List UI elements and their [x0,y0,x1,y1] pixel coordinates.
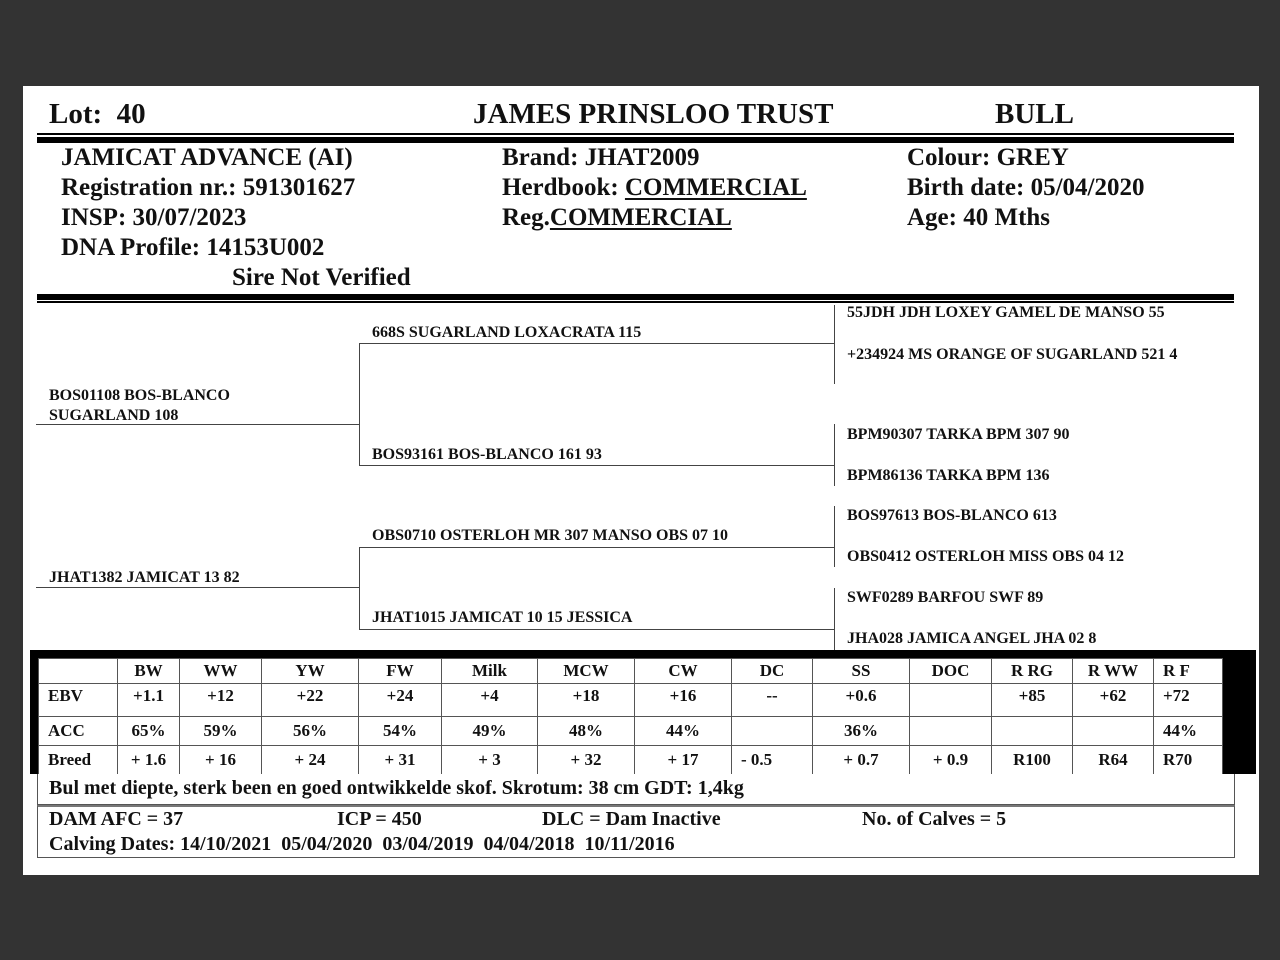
pedigree-sire-sire: 668S SUGARLAND LOXACRATA 115 [372,324,642,341]
ebv-table [38,658,1223,775]
herdbook [502,174,807,202]
column-header: R F [1154,659,1223,684]
table-cell: +85 [992,684,1073,717]
registration-number: Registration nr.: 591301627 [61,174,356,201]
ggp-bracket-1 [834,305,835,384]
table-cell: 36% [813,717,910,746]
pedigree-ggp: OBS0412 OSTERLOH MISS OBS 04 12 [847,548,1124,565]
table-cell: 44% [1154,717,1223,746]
table-cell: +16 [635,684,732,717]
registration-type [502,204,732,232]
table-cell: + 31 [359,746,442,775]
column-header: DOC [910,659,992,684]
lot-label-text: Lot: [49,98,103,130]
pedigree-ggp: BPM90307 TARKA BPM 307 90 [847,426,1070,443]
sire-bracket [359,343,360,466]
ggp-bracket-2 [834,424,835,486]
dam-info-box [37,805,1235,858]
column-header: WW [180,659,262,684]
header-rule-thin [37,133,1234,135]
column-header: MCW [538,659,635,684]
table-cell: + 0.7 [813,746,910,775]
table-cell: +1.1 [118,684,180,717]
ebv-header-row [39,659,1223,684]
table-cell: 65% [118,717,180,746]
herdbook-label: Herdbook: [502,174,625,201]
number-of-calves: No. of Calves = 5 [862,808,1007,830]
table-cell: 44% [635,717,732,746]
table-cell [1073,717,1154,746]
table-cell: R100 [992,746,1073,775]
table-row [39,746,1223,775]
info-rule-thin [37,301,1234,303]
table-cell: +72 [1154,684,1223,717]
column-header: BW [118,659,180,684]
pedigree-ggp: BPM86136 TARKA BPM 136 [847,467,1050,484]
remarks-text: Bul met diepte, sterk been en goed ontwikkelde skof. Skrotum: 38 cm GDT: 1,4kg [49,777,744,799]
lot-card [23,86,1259,875]
table-cell: + 16 [180,746,262,775]
row-label: ACC [39,717,118,746]
column-header: SS [813,659,910,684]
calving-dates: Calving Dates: 14/10/2021 05/04/2020 03/04/2019 04/04/2018 10/11/2016 [49,833,675,855]
table-cell: -- [732,684,813,717]
lot-label [49,98,146,131]
pedigree-dam-dam: JHAT1015 JAMICAT 10 15 JESSICA [372,609,633,626]
column-header: FW [359,659,442,684]
table-cell: + 17 [635,746,732,775]
table-cell: 48% [538,717,635,746]
table-cell: 54% [359,717,442,746]
info-rule-thick [37,294,1234,300]
table-cell [992,717,1073,746]
pedigree-ggp: 55JDH JDH LOXEY GAMEL DE MANSO 55 [847,304,1165,321]
table-cell: +4 [442,684,538,717]
header-rule-thick [37,137,1234,143]
table-row [39,717,1223,746]
table-cell: 56% [262,717,359,746]
animal-sex: BULL [995,98,1074,130]
dam-sire-line [359,547,835,548]
pedigree-ggp: +234924 MS ORANGE OF SUGARLAND 521 4 [847,346,1178,363]
animal-name: JAMICAT ADVANCE (AI) [61,144,353,171]
table-cell: - 0.5 [732,746,813,775]
table-cell: + 24 [262,746,359,775]
sire-status: Sire Not Verified [232,264,411,291]
brand: Brand: JHAT2009 [502,144,700,171]
lot-number: 40 [116,98,146,130]
table-cell: + 32 [538,746,635,775]
dna-profile: DNA Profile: 14153U002 [61,234,325,261]
pedigree-ggp: SWF0289 BARFOU SWF 89 [847,589,1044,606]
dam-dam-line [359,629,835,630]
sire-sire-line [359,343,835,344]
column-header: YW [262,659,359,684]
table-cell: + 3 [442,746,538,775]
table-row [39,684,1223,717]
pedigree-sire-dam: BOS93161 BOS-BLANCO 161 93 [372,446,602,463]
column-header [39,659,118,684]
herdbook-value: COMMERCIAL [624,174,807,201]
table-cell: +18 [538,684,635,717]
pedigree-dam-sire: OBS0710 OSTERLOH MR 307 MANSO OBS 07 10 [372,527,729,544]
table-cell: + 0.9 [910,746,992,775]
colour: Colour: GREY [907,144,1069,171]
dam-afc: DAM AFC = 37 [49,808,184,830]
column-header: CW [635,659,732,684]
table-cell: 59% [180,717,262,746]
birth-date: Birth date: 05/04/2020 [907,174,1145,201]
table-cell: +0.6 [813,684,910,717]
remarks-box [37,774,1235,805]
reg-label: Reg. [502,204,550,231]
column-header: R WW [1073,659,1154,684]
row-label: Breed [39,746,118,775]
row-label: EBV [39,684,118,717]
dam-line [36,587,359,588]
seller-name: JAMES PRINSLOO TRUST [473,98,834,130]
pedigree-ggp: BOS97613 BOS-BLANCO 613 [847,507,1057,524]
pedigree-sire: BOS01108 BOS-BLANCO SUGARLAND 108 [49,387,230,424]
dam-bracket [359,547,360,629]
table-cell [910,717,992,746]
table-cell: 49% [442,717,538,746]
ggp-bracket-3 [834,506,835,567]
table-cell: +62 [1073,684,1154,717]
table-cell [732,717,813,746]
dam-dlc: DLC = Dam Inactive [542,808,721,830]
age: Age: 40 Mths [907,204,1051,231]
table-cell [910,684,992,717]
column-header: Milk [442,659,538,684]
pedigree-dam: JHAT1382 JAMICAT 13 82 [49,569,240,586]
column-header: DC [732,659,813,684]
table-cell: R70 [1154,746,1223,775]
sire-line [36,424,359,425]
table-cell: +24 [359,684,442,717]
column-header: R RG [992,659,1073,684]
dam-icp: ICP = 450 [337,808,422,830]
table-cell: +12 [180,684,262,717]
table-cell: R64 [1073,746,1154,775]
pedigree-ggp: JHA028 JAMICA ANGEL JHA 02 8 [847,630,1097,647]
sire-dam-line [359,465,835,466]
table-cell: +22 [262,684,359,717]
table-cell: + 1.6 [118,746,180,775]
ggp-bracket-4 [834,588,835,650]
reg-value: COMMERCIAL [549,204,732,231]
inspection-date: INSP: 30/07/2023 [61,204,247,231]
